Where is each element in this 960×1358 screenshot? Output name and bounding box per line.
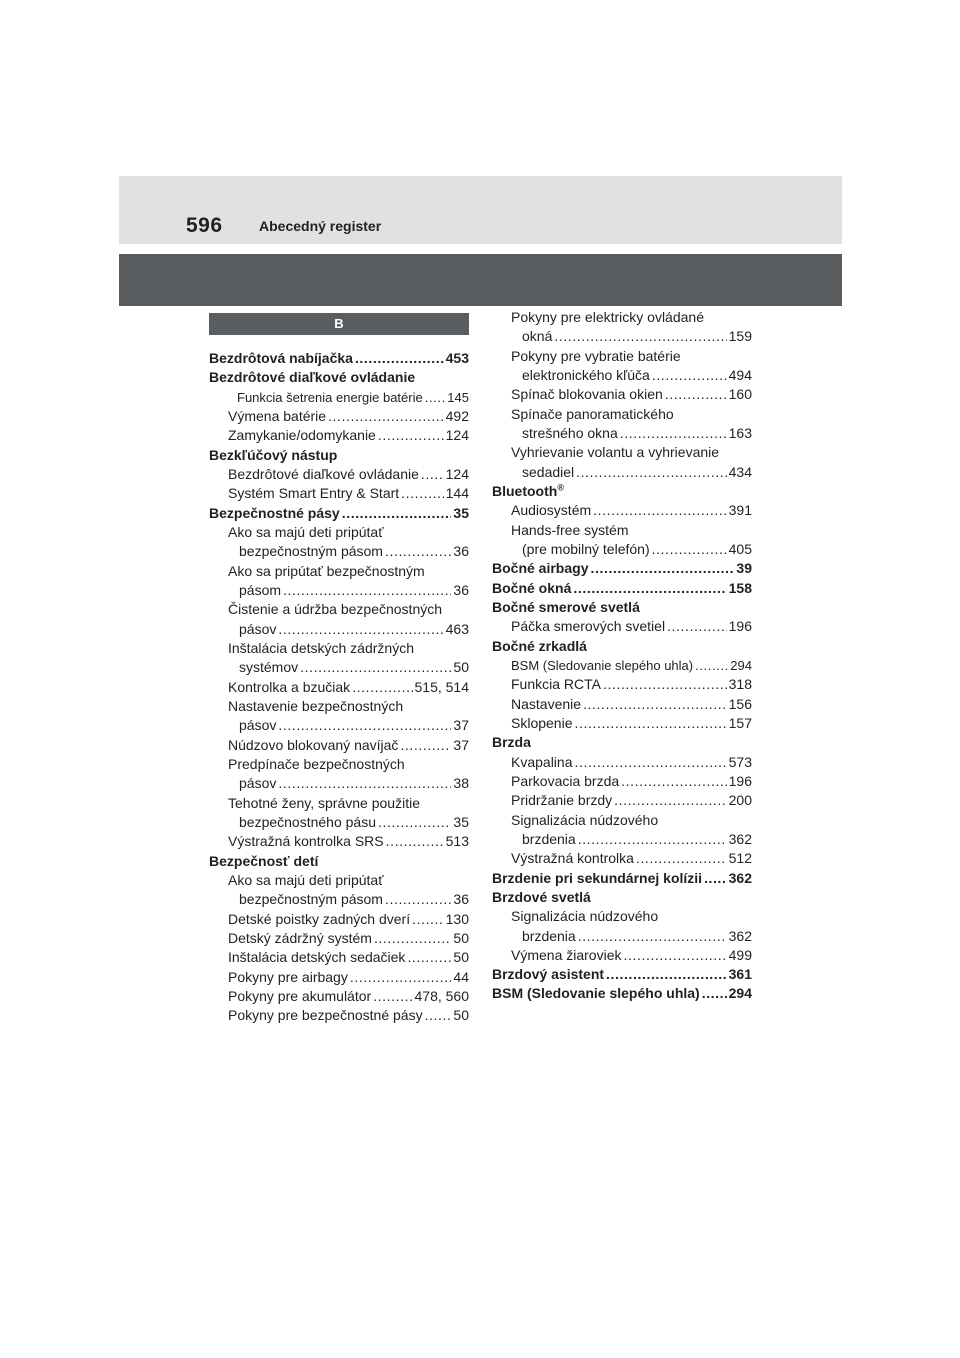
registered-mark: ® bbox=[557, 482, 564, 493]
index-entry-page: 196 bbox=[728, 618, 752, 635]
index-entry-term: Hands-free systém bbox=[511, 521, 629, 538]
dot-leader bbox=[702, 984, 727, 1003]
index-entry-term: Výmena žiaroviek bbox=[511, 946, 622, 963]
index-entry bbox=[209, 697, 469, 716]
dot-leader bbox=[636, 849, 727, 868]
index-entry-page: 44 bbox=[453, 968, 469, 985]
index-entry-term: Bezpečnostné pásy bbox=[209, 504, 340, 521]
dot-leader bbox=[407, 948, 451, 967]
index-entry-term: Nastavenie bezpečnostných bbox=[228, 697, 404, 714]
index-entry-page: 362 bbox=[728, 830, 752, 847]
dot-leader bbox=[578, 830, 727, 849]
dot-leader bbox=[695, 656, 728, 675]
index-entry-page: 200 bbox=[728, 792, 752, 809]
index-entry-term: Pridržanie brzdy bbox=[511, 792, 613, 809]
index-entry-term: pásov bbox=[239, 620, 277, 637]
index-entry-term: systémov bbox=[239, 659, 299, 676]
index-entry-term: Brzdové svetlá bbox=[492, 888, 591, 905]
index-entry bbox=[209, 349, 469, 368]
index-entry bbox=[209, 832, 469, 851]
index-entry bbox=[209, 716, 469, 735]
section-letter-heading: B bbox=[209, 313, 469, 335]
dot-leader bbox=[385, 890, 451, 909]
index-entry bbox=[492, 753, 752, 772]
index-entry bbox=[492, 308, 752, 327]
index-entry bbox=[209, 774, 469, 793]
index-entry-page: 294 bbox=[728, 985, 752, 1002]
index-entry-term: Bočné airbagy bbox=[492, 560, 589, 577]
index-entry bbox=[209, 465, 469, 484]
index-entry-page: 50 bbox=[453, 949, 469, 966]
index-entry-page: 124 bbox=[445, 427, 469, 444]
index-entry-page: 159 bbox=[728, 328, 752, 345]
index-entry-page: 361 bbox=[728, 966, 752, 983]
index-entry-term: Bezdrôtová nabíjačka bbox=[209, 350, 353, 366]
index-entry-term: Parkovacia brzda bbox=[511, 772, 620, 789]
index-entry-page: 391 bbox=[728, 502, 752, 519]
index-entry-term: Bočné smerové svetlá bbox=[492, 598, 640, 615]
index-entry bbox=[492, 327, 752, 346]
index-entry-term: sedadiel bbox=[522, 463, 575, 480]
index-entry-page: 144 bbox=[445, 485, 469, 502]
index-entry bbox=[209, 581, 469, 600]
index-entry bbox=[209, 368, 469, 387]
index-entry-page: 37 bbox=[453, 736, 469, 753]
index-entry bbox=[209, 542, 469, 561]
index-entry-page: 434 bbox=[728, 463, 752, 480]
index-entry bbox=[492, 598, 752, 617]
index-entry bbox=[209, 890, 469, 909]
index-entry bbox=[209, 446, 469, 465]
index-entry-term: BSM (Sledovanie slepého uhla) bbox=[492, 985, 700, 1002]
dot-leader bbox=[575, 753, 727, 772]
dot-leader bbox=[590, 559, 734, 578]
index-entry bbox=[492, 714, 752, 733]
index-entry-page: 573 bbox=[728, 753, 752, 770]
dot-leader bbox=[425, 1006, 452, 1025]
dot-leader bbox=[278, 774, 451, 793]
dot-leader bbox=[374, 929, 451, 948]
index-entry bbox=[492, 617, 752, 636]
dot-leader bbox=[283, 581, 451, 600]
index-entry-page: 130 bbox=[445, 910, 469, 927]
index-entry-term: Detské poistky zadných dverí bbox=[228, 910, 411, 927]
index-column-left bbox=[209, 0, 469, 1025]
index-entry-page: 463 bbox=[445, 620, 469, 637]
index-entry bbox=[492, 463, 752, 482]
index-entry bbox=[492, 405, 752, 424]
dot-leader bbox=[342, 504, 452, 523]
dot-leader bbox=[606, 965, 727, 984]
left-entries bbox=[209, 349, 469, 1025]
index-entry-term: Bezpečnosť detí bbox=[209, 852, 319, 869]
index-entry bbox=[492, 695, 752, 714]
dot-leader bbox=[614, 791, 726, 810]
index-entry-term: Bluetooth bbox=[492, 482, 558, 499]
dot-leader bbox=[652, 366, 727, 385]
index-entry bbox=[209, 871, 469, 890]
index-entry bbox=[209, 929, 469, 948]
index-entry-term: brzdenia bbox=[522, 927, 576, 944]
index-entry bbox=[209, 562, 469, 581]
index-entry-page: 515, 514 bbox=[414, 678, 469, 695]
index-entry-term: pásom bbox=[239, 581, 282, 598]
dot-leader bbox=[350, 968, 452, 987]
index-entry bbox=[209, 639, 469, 658]
index-entry-term: Bezdrôtové diaľkové ovládanie bbox=[209, 369, 416, 386]
dot-leader bbox=[300, 658, 451, 677]
index-entry bbox=[209, 948, 469, 967]
dot-leader bbox=[378, 813, 451, 832]
index-entry bbox=[492, 830, 752, 849]
index-entry-term: strešného okna bbox=[522, 424, 618, 441]
dot-leader bbox=[554, 327, 726, 346]
dot-leader bbox=[386, 832, 444, 851]
index-entry-term: Signalizácia núdzového bbox=[511, 908, 659, 925]
index-entry-term: BSM (Sledovanie slepého uhla) bbox=[511, 657, 694, 673]
index-entry bbox=[492, 540, 752, 559]
index-entry-page: 145 bbox=[447, 389, 469, 405]
index-entry-page: 318 bbox=[728, 676, 752, 693]
index-entry-term: Nastavenie bbox=[511, 695, 582, 712]
index-entry-term: Spínače panoramatického bbox=[511, 405, 674, 422]
index-entry bbox=[492, 385, 752, 404]
index-entry-page: 494 bbox=[728, 366, 752, 383]
index-entry bbox=[209, 1006, 469, 1025]
index-entry-page: 39 bbox=[736, 560, 752, 577]
index-entry-term: Ako sa pripútať bezpečnostným bbox=[228, 562, 425, 579]
index-entry bbox=[492, 791, 752, 810]
index-entry-page: 37 bbox=[453, 717, 469, 734]
index-entry-page: 513 bbox=[445, 833, 469, 850]
index-entry-page: 453 bbox=[445, 350, 469, 366]
index-entry-term: Zamykanie/odomykanie bbox=[228, 427, 376, 444]
index-entry bbox=[492, 811, 752, 830]
index-entry bbox=[492, 579, 752, 598]
index-entry bbox=[492, 907, 752, 926]
right-entries bbox=[492, 308, 752, 1004]
index-entry bbox=[492, 637, 752, 656]
index-entry-term: Brzdenie pri sekundárnej kolízii bbox=[492, 869, 703, 886]
index-entry-page: 36 bbox=[453, 891, 469, 908]
index-entry-page: 478, 560 bbox=[414, 987, 469, 1004]
index-entry bbox=[492, 424, 752, 443]
index-entry bbox=[209, 987, 469, 1006]
index-entry-term: Pokyny pre airbagy bbox=[228, 968, 348, 985]
index-entry-page: 362 bbox=[728, 869, 752, 886]
index-entry bbox=[209, 504, 469, 523]
index-entry-term: pásov bbox=[239, 775, 277, 792]
index-entry bbox=[209, 736, 469, 755]
index-entry-term: Funkcia šetrenia energie batérie bbox=[237, 389, 423, 405]
index-entry-term: Výstražná kontrolka SRS bbox=[228, 833, 384, 850]
index-entry bbox=[492, 965, 752, 984]
index-entry bbox=[209, 678, 469, 697]
index-entry bbox=[209, 968, 469, 987]
index-entry bbox=[209, 910, 469, 929]
index-entry bbox=[209, 484, 469, 503]
index-entry-term: Signalizácia núdzového bbox=[511, 811, 659, 828]
index-entry bbox=[492, 347, 752, 366]
dot-leader bbox=[621, 772, 726, 791]
index-entry bbox=[209, 407, 469, 426]
dot-leader bbox=[278, 620, 443, 639]
index-entry bbox=[209, 600, 469, 619]
index-entry bbox=[492, 521, 752, 540]
index-entry bbox=[492, 443, 752, 462]
index-entry bbox=[492, 501, 752, 520]
index-entry-term: Pokyny pre vybratie batérie bbox=[511, 347, 681, 364]
index-entry-page: 512 bbox=[728, 850, 752, 867]
dot-leader bbox=[355, 349, 444, 368]
index-entry bbox=[209, 755, 469, 774]
index-entry-page: 158 bbox=[728, 579, 752, 596]
index-column-right bbox=[492, 0, 752, 1004]
index-entry bbox=[492, 366, 752, 385]
index-entry-page: 196 bbox=[728, 772, 752, 789]
dot-leader bbox=[573, 579, 726, 598]
index-entry-term: Kvapalina bbox=[511, 753, 573, 770]
index-entry bbox=[209, 388, 469, 407]
index-entry bbox=[492, 733, 752, 752]
index-entry-term: Výmena batérie bbox=[228, 407, 327, 424]
dot-leader bbox=[385, 542, 451, 561]
dot-leader bbox=[575, 714, 727, 733]
index-entry-page: 492 bbox=[445, 407, 469, 424]
index-entry-term: Detský zádržný systém bbox=[228, 929, 372, 946]
index-entry-term: Čistenie a údržba bezpečnostných bbox=[228, 601, 443, 618]
index-entry-term: bezpečnostného pásu bbox=[239, 813, 376, 830]
index-entry-term: (pre mobilný telefón) bbox=[522, 540, 650, 557]
page-number: 596 bbox=[186, 214, 223, 237]
index-entry-term: brzdenia bbox=[522, 830, 576, 847]
dot-leader bbox=[578, 927, 727, 946]
index-entry-term: pásov bbox=[239, 717, 277, 734]
index-entry-term: Audiosystém bbox=[511, 502, 592, 519]
index-entry bbox=[492, 927, 752, 946]
index-entry-term: Núdzovo blokovaný navíjač bbox=[228, 736, 399, 753]
index-entry bbox=[209, 852, 469, 871]
index-entry-term: Bočné zrkadlá bbox=[492, 637, 587, 654]
index-entry bbox=[209, 620, 469, 639]
dot-leader bbox=[576, 463, 726, 482]
index-entry-term: bezpečnostným pásom bbox=[239, 543, 383, 560]
index-entry-term: Páčka smerových svetiel bbox=[511, 618, 666, 635]
index-entry-page: 35 bbox=[453, 504, 469, 521]
index-entry-page: 362 bbox=[728, 927, 752, 944]
index-entry-term: okná bbox=[522, 328, 553, 345]
index-entry bbox=[209, 523, 469, 542]
index-entry-term: Výstražná kontrolka bbox=[511, 850, 634, 867]
index-entry-term: Brzdový asistent bbox=[492, 966, 605, 983]
dot-leader bbox=[667, 617, 727, 636]
index-entry-page: 294 bbox=[730, 657, 752, 673]
index-entry-page: 38 bbox=[453, 775, 469, 792]
index-entry-term: Sklopenie bbox=[511, 714, 573, 731]
page-title: Abecedný register bbox=[259, 218, 382, 234]
dot-leader bbox=[665, 385, 727, 404]
index-entry-term: elektronického kľúča bbox=[522, 366, 650, 383]
dot-leader bbox=[278, 716, 451, 735]
index-entry bbox=[492, 559, 752, 578]
index-entry-term: Brzda bbox=[492, 734, 531, 751]
index-entry bbox=[492, 984, 752, 1003]
index-entry-page: 50 bbox=[453, 659, 469, 676]
index-entry bbox=[209, 426, 469, 445]
index-entry bbox=[492, 772, 752, 791]
index-entry-term: Funkcia RCTA bbox=[511, 676, 601, 693]
index-entry-term: Spínač blokovania okien bbox=[511, 386, 663, 403]
dot-leader bbox=[620, 424, 727, 443]
index-entry-term: Bezdrôtové diaľkové ovládanie bbox=[228, 465, 419, 482]
index-entry-page: 124 bbox=[445, 465, 469, 482]
index-entry-page: 35 bbox=[453, 813, 469, 830]
dot-leader bbox=[352, 678, 412, 697]
index-entry-term: Systém Smart Entry & Start bbox=[228, 485, 400, 502]
index-entry-term: Tehotné ženy, správne použitie bbox=[228, 794, 420, 811]
index-entry-term: Kontrolka a bzučiak bbox=[228, 678, 351, 695]
index-entry-page: 156 bbox=[728, 695, 752, 712]
index-entry-term: Inštalácia detských sedačiek bbox=[228, 949, 406, 966]
index-entry bbox=[209, 794, 469, 813]
dot-leader bbox=[624, 946, 727, 965]
index-entry-page: 157 bbox=[728, 714, 752, 731]
dot-leader bbox=[421, 465, 444, 484]
index-entry bbox=[209, 658, 469, 677]
index-entry-term: bezpečnostným pásom bbox=[239, 891, 383, 908]
dot-leader bbox=[704, 869, 727, 888]
index-entry bbox=[209, 813, 469, 832]
index-entry-page: 36 bbox=[453, 543, 469, 560]
index-entry-term: Ako sa majú deti pripútať bbox=[228, 523, 384, 540]
index-entry bbox=[492, 888, 752, 907]
index-entry-term: Bočné okná bbox=[492, 579, 572, 596]
index-entry bbox=[492, 482, 752, 501]
dot-leader bbox=[583, 695, 727, 714]
index-entry-page: 160 bbox=[728, 386, 752, 403]
dot-leader bbox=[378, 426, 444, 445]
dot-leader bbox=[593, 501, 726, 520]
dot-leader bbox=[603, 675, 727, 694]
index-entry-page: 405 bbox=[728, 540, 752, 557]
index-entry bbox=[492, 849, 752, 868]
index-entry-term: Inštalácia detských zádržných bbox=[228, 639, 414, 656]
index-entry-term: Predpínače bezpečnostných bbox=[228, 755, 405, 772]
dot-leader bbox=[652, 540, 727, 559]
index-entry-page: 36 bbox=[453, 581, 469, 598]
index-entry-term: Pokyny pre elektricky ovládané bbox=[511, 309, 704, 325]
dot-leader bbox=[373, 987, 412, 1006]
index-entry-term: Pokyny pre bezpečnostné pásy bbox=[228, 1007, 423, 1024]
index-entry-term: Bezkľúčový nástup bbox=[209, 446, 338, 463]
dot-leader bbox=[401, 484, 443, 503]
index-entry bbox=[492, 869, 752, 888]
index-entry-page: 499 bbox=[728, 946, 752, 963]
index-entry bbox=[492, 946, 752, 965]
dot-leader bbox=[412, 910, 444, 929]
dot-leader bbox=[400, 736, 451, 755]
dot-leader bbox=[425, 388, 446, 407]
index-entry bbox=[492, 675, 752, 694]
index-entry-page: 163 bbox=[728, 424, 752, 441]
index-entry-term: Pokyny pre akumulátor bbox=[228, 987, 372, 1004]
index-entry-page: 50 bbox=[453, 929, 469, 946]
dot-leader bbox=[328, 407, 444, 426]
index-entry bbox=[492, 656, 752, 675]
index-entry-term: Ako sa majú deti pripútať bbox=[228, 871, 384, 888]
index-entry-page: 50 bbox=[453, 1007, 469, 1024]
index-entry-term: Vyhrievanie volantu a vyhrievanie bbox=[511, 444, 720, 461]
